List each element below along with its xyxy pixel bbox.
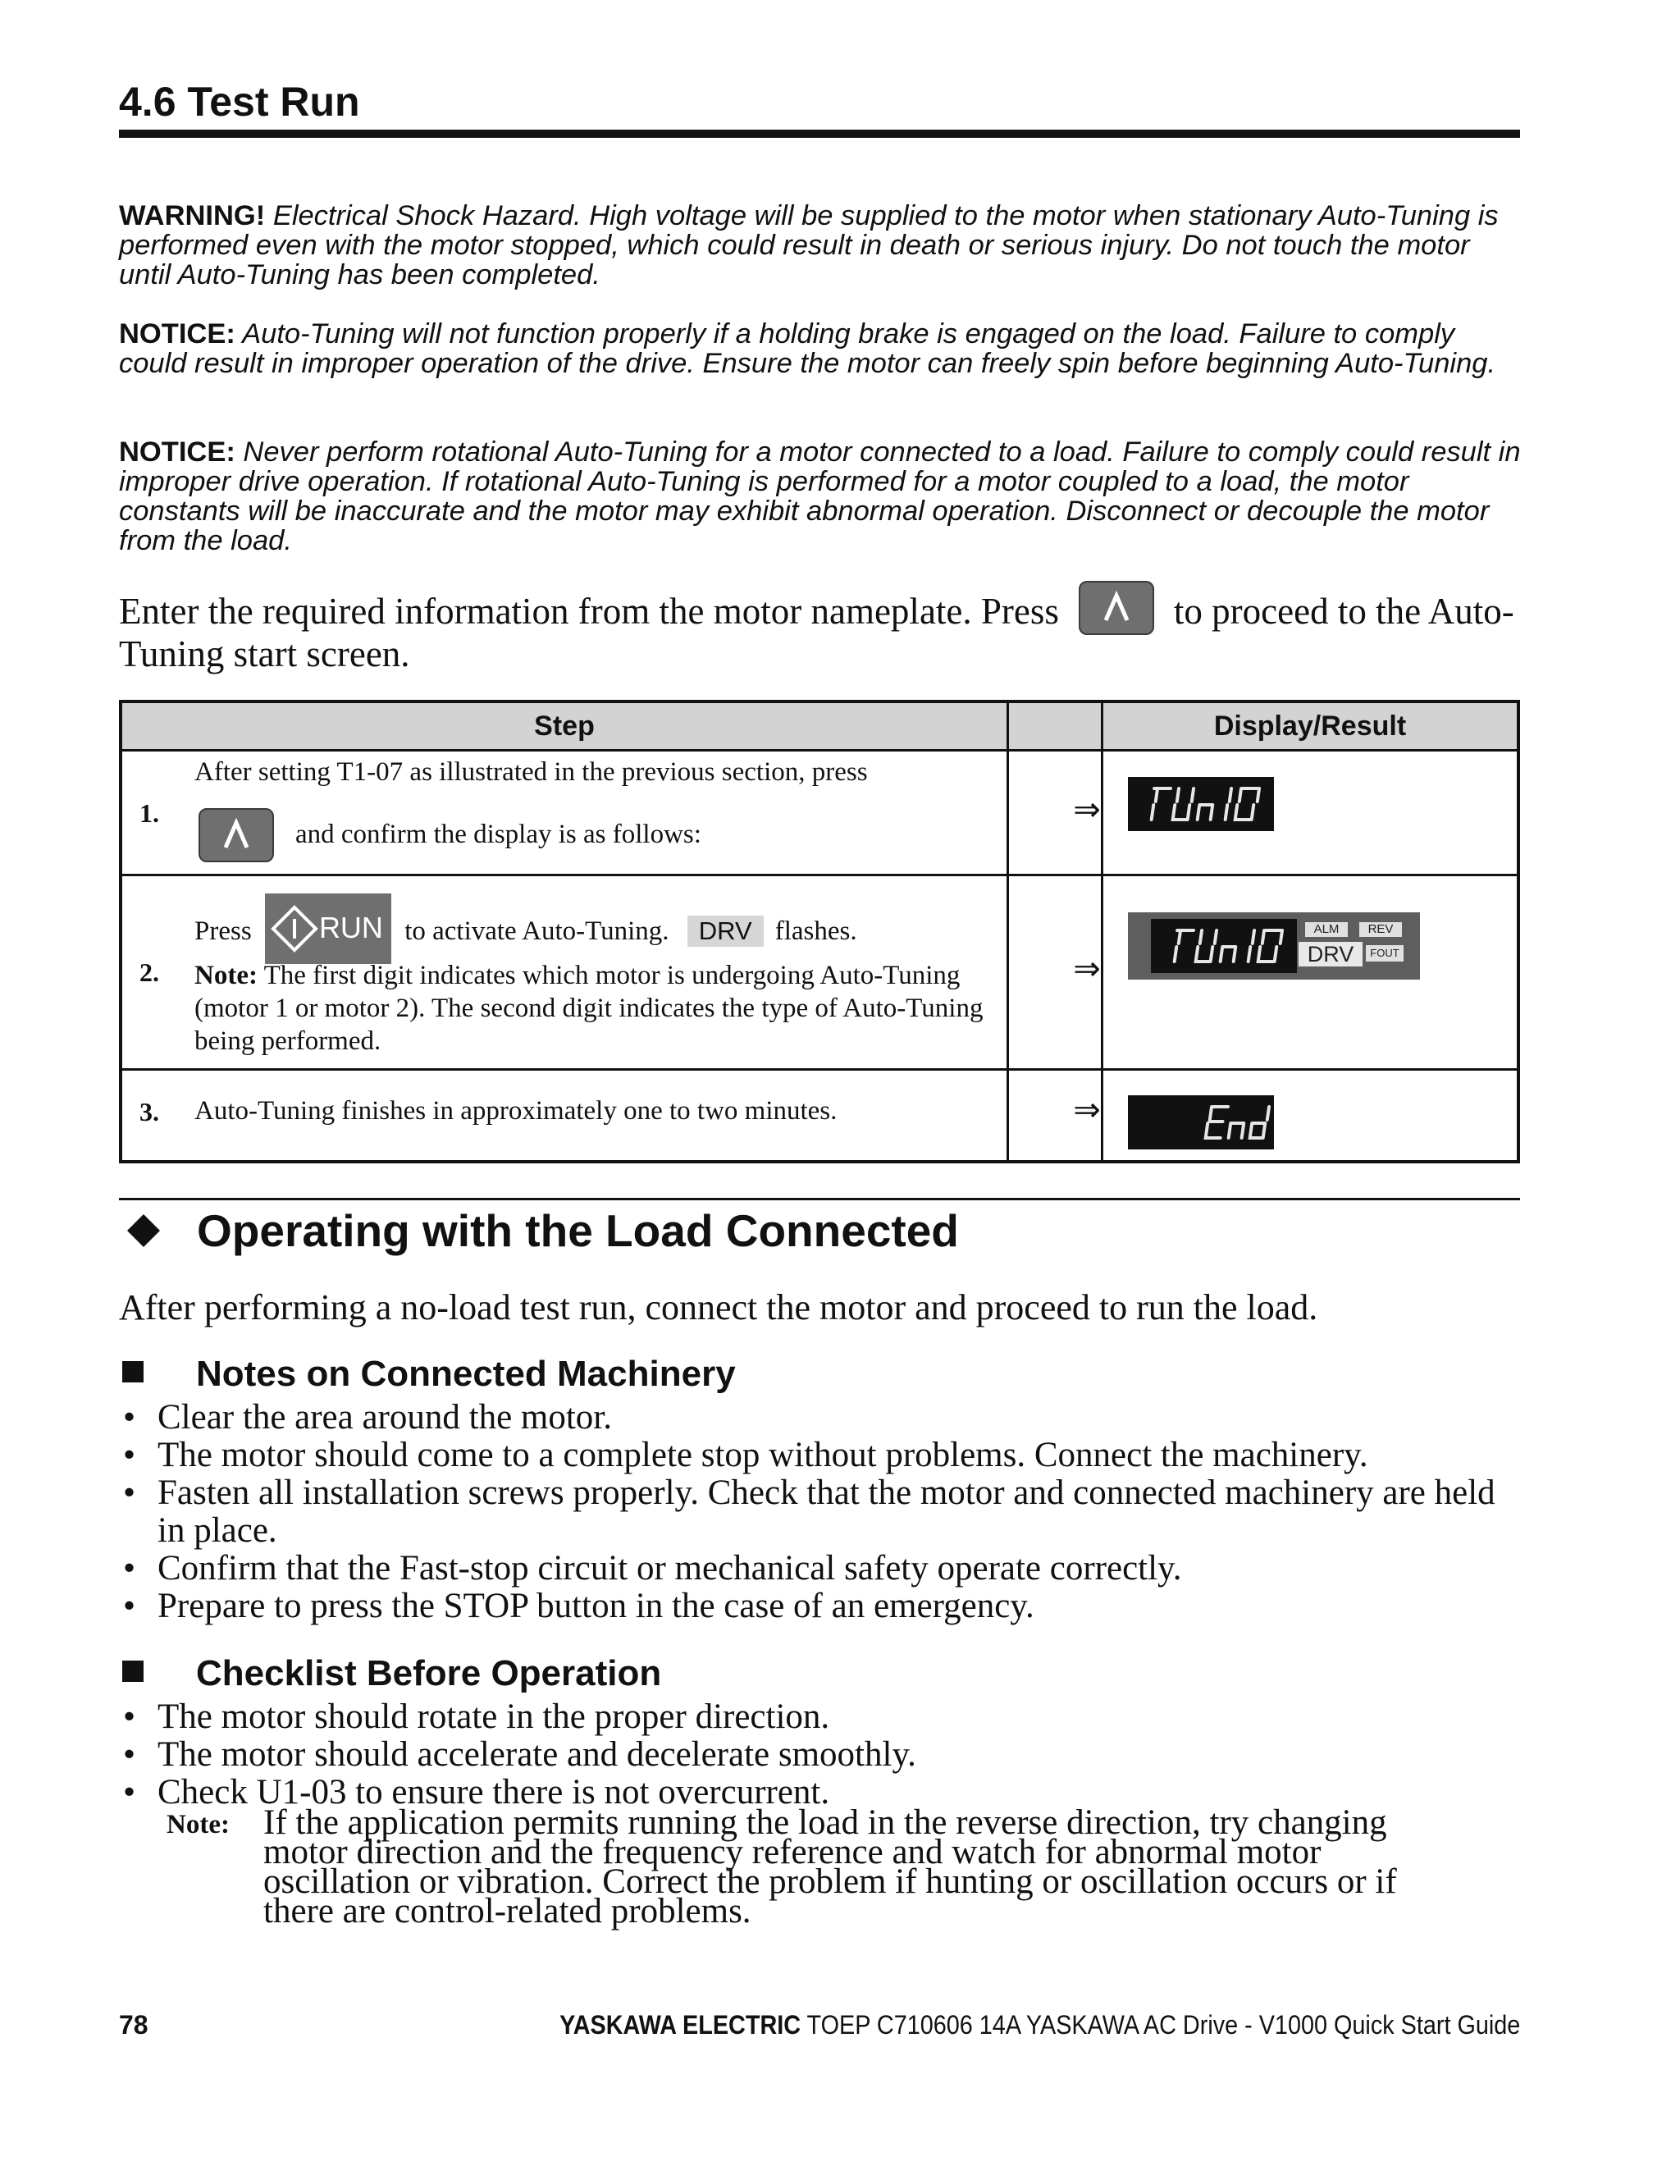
step-text: to activate Auto-Tuning. [404,916,669,946]
step-key-line [199,808,1084,862]
rev-indicator: REV [1359,922,1402,937]
subheading-machinery [119,1354,736,1395]
header-display-result: Display/Result [1103,703,1517,752]
intro-paragraph [119,581,1546,674]
subheading-text: Notes on Connected Machinery [196,1354,736,1394]
list-item: • The motor should accelerate and decelerate smoothly. [123,1736,1518,1774]
drv-indicator: DRV [687,916,764,947]
step-text: flashes. [774,916,857,946]
subheading-text: Checklist Before Operation [196,1653,662,1693]
step-number: 3. [139,1097,159,1126]
machinery-list [123,1399,1518,1625]
footer-doc-title: TOEP C710606 14A YASKAWA AC Drive - V1000 Quick Start Guide [800,2010,1520,2040]
subheading-checklist [119,1653,661,1694]
up-key-icon [1079,581,1154,635]
step-text: After setting T1-07 as illustrated in the previous section, press [194,757,868,787]
note-label: Note: [167,1810,230,1839]
auto-tuning-steps-table [119,700,1520,1163]
title-rule [119,130,1520,138]
lcd-display-end [1128,1095,1274,1149]
diamond-icon [126,1213,162,1249]
notice-text: Auto-Tuning will not function properly if a holding brake is engaged on the load. Failure to comply could result in improper operation of the drive. Ensure the motor can freely spin before beginning Auto-Tuning. [119,318,1496,379]
step-text-line [194,893,1080,964]
lcd-display-tun10 [1151,919,1297,973]
list-item: • Clear the area around the motor. [123,1399,1518,1437]
note-text: If the application permits running the load in the reverse direction, try changing motor direction and the frequency reference and watch for abnormal motor oscillation or vibration. Correct the problem if hunting or oscillation occurs or if there are control-related problems. [263,1803,1397,1930]
step-text: Auto-Tuning finishes in approximately one to two minutes. [194,1096,838,1126]
lcd-display-panel [1128,912,1420,980]
notice-rotational-tuning [119,437,1522,555]
up-key-icon [199,808,274,862]
list-item: • Check U1-03 to ensure there is not overcurrent. [123,1774,1518,1812]
arrow-icon: ⇒ [1073,950,1101,987]
run-key-icon [265,893,391,964]
header-arrow-column [1009,703,1101,752]
step-note [194,959,1015,1058]
arrow-icon: ⇒ [1073,1091,1101,1128]
press-text: Press [194,916,252,946]
page-number: 78 [119,2010,148,2040]
warning-label: WARNING! [119,200,266,231]
list-item: • The motor should come to a complete stop without problems. Connect the machinery. [123,1437,1518,1474]
notice-holding-brake [119,319,1522,378]
warning-block [119,201,1522,290]
alm-indicator: ALM [1305,922,1348,937]
step-text: and confirm the display is as follows: [295,820,701,849]
square-bullet-icon [122,1661,144,1682]
footer-doc-info [559,2010,1520,2040]
square-bullet-icon [122,1361,144,1382]
notice-text: Never perform rotational Auto-Tuning for a motor connected to a load. Failure to comply could result in improper drive operation. If rotational Auto-Tuning is performed for a motor coupled to a load, the motor constants will be inaccurate and the motor may exhibit abnormal operation. Disconnect or decouple the motor from the load. [119,436,1521,556]
list-item: • Confirm that the Fast-stop circuit or mechanical safety operate correctly. [123,1550,1518,1588]
section-rule [119,1198,1520,1200]
notice-label: NOTICE: [119,436,235,468]
checklist-list [123,1698,1518,1812]
intro-text-before: Enter the required information from the motor nameplate. Press [119,591,1059,632]
step-number: 1. [139,798,159,828]
page-title: 4.6 Test Run [119,79,360,125]
footer-brand: YASKAWA ELECTRIC [559,2010,801,2040]
row-divider [122,874,1517,876]
step-number: 2. [139,957,159,987]
note-text: The first digit indicates which motor is undergoing Auto-Tuning (motor 1 or motor 2). The second digit indicates the type of Auto-Tuning being performed. [194,961,984,1056]
warning-text: Electrical Shock Hazard. High voltage will be supplied to the motor when stationary Auto-Tuning is performed even with the motor stopped, which could result in death or serious injury. Do not touch the motor until Auto-Tuning has been completed. [119,200,1499,290]
note-label: Note: [194,961,258,990]
header-step: Step [122,703,1007,752]
drv-indicator-lit: DRV [1299,942,1363,966]
list-item: • Prepare to press the STOP button in the case of an emergency. [123,1588,1518,1625]
list-item: • The motor should rotate in the proper direction. [123,1698,1518,1736]
lcd-display-tun10 [1128,777,1274,831]
row-divider [122,1068,1517,1071]
fout-indicator: FOUT [1366,945,1404,962]
run-key-label: RUN [318,911,383,944]
intro-text-after: to proceed to the Auto-Tuning start screen. [119,591,1514,674]
arrow-icon: ⇒ [1073,791,1101,828]
notice-label: NOTICE: [119,318,235,350]
list-item: • Fasten all installation screws properly. Check that the motor and connected machinery are held in place. [123,1474,1518,1550]
section-heading-text: Operating with the Load Connected [197,1205,959,1256]
section-paragraph: After performing a no-load test run, connect the motor and proceed to run the load. [119,1287,1318,1327]
